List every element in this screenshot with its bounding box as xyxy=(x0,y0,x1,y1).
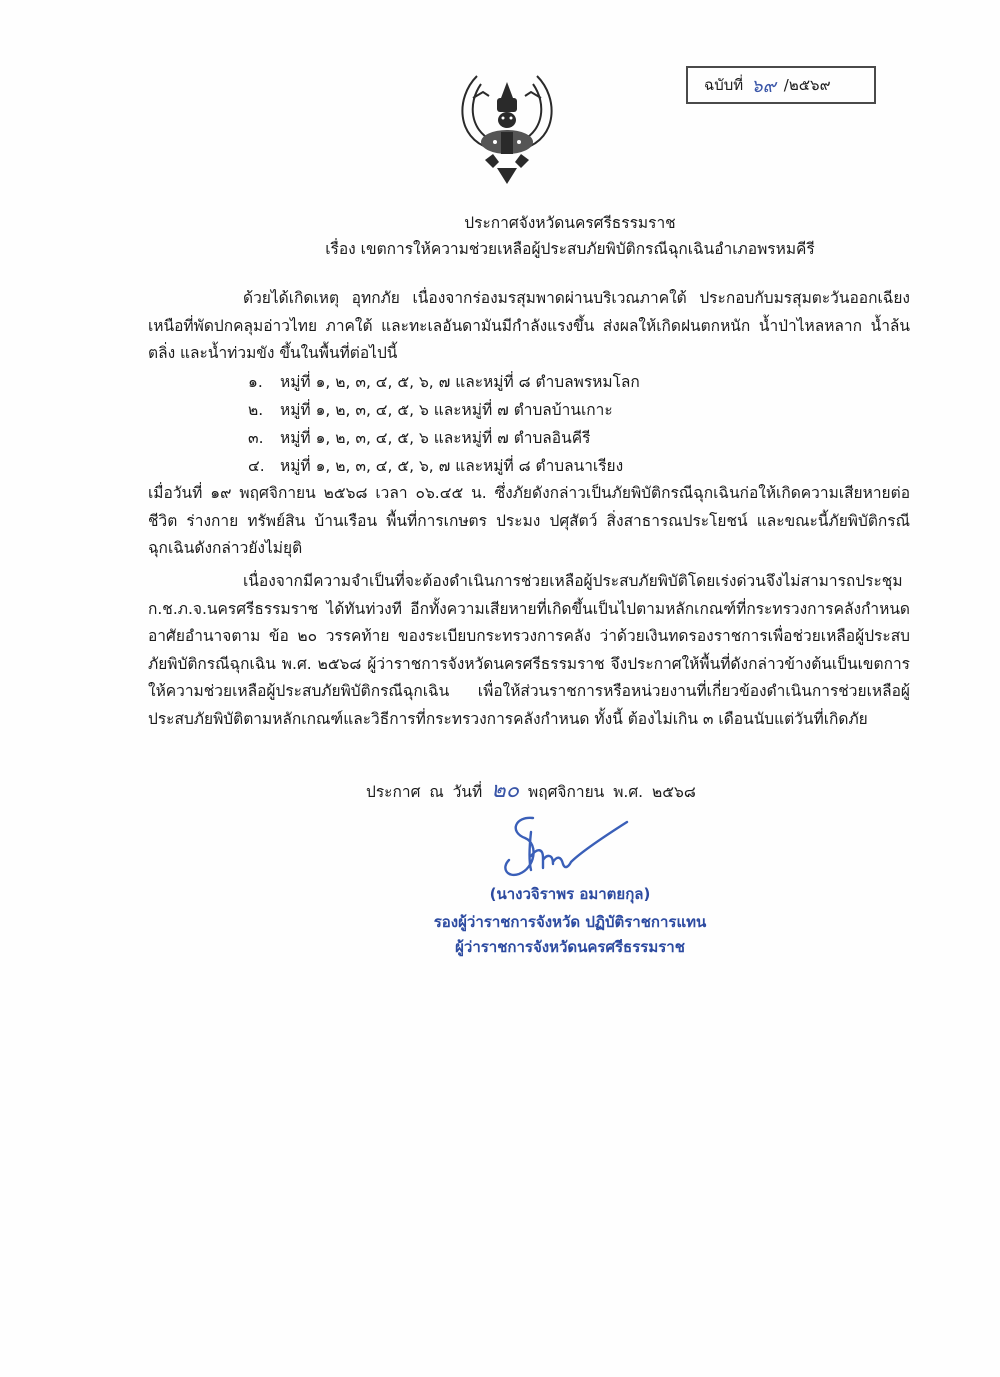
list-number: ๓. xyxy=(248,429,264,447)
list-text: หมู่ที่ ๑, ๒, ๓, ๔, ๕, ๖ และหมู่ที่ ๗ ตำบลอินคีรี xyxy=(280,429,591,447)
reference-number-box xyxy=(686,66,876,104)
signer-position: รองผู้ว่าราชการจังหวัด ปฏิบัติราชการแทน xyxy=(433,913,707,931)
paragraph-declaration-text: เนื่องจากมีความจำเป็นที่จะต้องดำเนินการช่วยเหลือผู้ประสบภัยพิบัติโดยเร่งด่วนจึงไม่สามารถประชุม ก.ช.ภ.จ.นครศรีธรรมราช ได้ทันท่วงที อีกทั้งความเสียหายที่เกิดขึ้นเป็นไปตามหลักเกณฑ์ที่กระทรวงการคลังกำหนด อาศัยอำนาจตาม ข้อ ๒๐ วรรคท้าย ของระเบียบกระทรวงการคลัง ว่าด้วยเงินทดรองราชการเพื่อช่วยเหลือผู้ประสบภัยพิบัติกรณีฉุกเฉิน พ.ศ. ๒๕๖๘ ผู้ว่าราชการจังหวัดนครศรีธรรมราช จึงประกาศให้พื้นที่ดังกล่าวข้างต้นเป็นเขตการให้ความช่วยเหลือผู้ประสบภัยพิบัติกรณีฉุกเฉิน เพื่อให้ส่วนราชการหรือหน่วยงานที่เกี่ยวข้องดำเนินการช่วยเหลือผู้ประสบภัยพิบัติตามหลักเกณฑ์และวิธีการที่กระทรวงการคลังกำหนด ทั้งนี้ ต้องไม่เกิน ๓ เดือนนับแต่วันที่เกิดภัย xyxy=(148,572,910,728)
paragraph-declaration xyxy=(148,568,910,733)
list-item xyxy=(248,368,640,396)
announcement-subject: เรื่อง เขตการให้ความช่วยเหลือผู้ประสบภัยพิบัติกรณีฉุกเฉินอำเภอพรหมคีรี xyxy=(325,240,815,258)
paragraph-incident-text: ด้วยได้เกิดเหตุ อุทกภัย เนื่องจากร่องมรสุมพาดผ่านบริเวณภาคใต้ ประกอบกับมรสุมตะวันออกเฉียงเหนือที่พัดปกคลุมอ่าวไทย ภาคใต้ และทะเลอันดามันมีกำลังแรงขึ้น ส่งผลให้เกิดฝนตกหนัก น้ำป่าไหลหลาก น้ำล้นตลิ่ง และน้ำท่วมขัง ขึ้นในพื้นที่ต่อไปนี้ xyxy=(148,289,910,362)
paragraph-incident xyxy=(148,285,910,368)
list-item xyxy=(248,396,640,424)
list-text: หมู่ที่ ๑, ๒, ๓, ๔, ๕, ๖, ๗ และหมู่ที่ ๘ ตำบลพรหมโลก xyxy=(280,373,640,391)
reference-year: /๒๕๖๙ xyxy=(783,76,831,94)
list-number: ๔. xyxy=(248,457,265,475)
signature-icon xyxy=(495,812,635,888)
signer-position-governor: ผู้ว่าราชการจังหวัดนครศรีธรรมราช xyxy=(455,938,685,956)
list-item xyxy=(248,424,640,452)
date-prefix: ประกาศ ณ วันที่ xyxy=(366,783,483,801)
list-text: หมู่ที่ ๑, ๒, ๓, ๔, ๕, ๖, ๗ และหมู่ที่ ๘ ตำบลนาเรียง xyxy=(280,457,624,475)
reference-label: ฉบับที่ xyxy=(704,76,744,94)
announcement-title: ประกาศจังหวัดนครศรีธรรมราช xyxy=(464,214,676,232)
list-number: ๒. xyxy=(248,401,264,419)
paragraph-date-damage: เมื่อวันที่ ๑๙ พฤศจิกายน ๒๕๖๘ เวลา ๐๖.๔๕ น. ซึ่งภัยดังกล่าวเป็นภัยพิบัติกรณีฉุกเฉินก่อให้เกิดความเสียหายต่อชีวิต ร่างกาย ทรัพย์สิน บ้านเรือน พื้นที่การเกษตร ประมง ปศุสัตว์ สิ่งสาธารณประโยชน์ และขณะนี้ภัยพิบัติกรณีฉุกเฉินดังกล่าวยังไม่ยุติ xyxy=(148,484,910,557)
garuda-emblem-icon xyxy=(447,68,567,188)
list-item xyxy=(248,452,640,480)
list-number: ๑. xyxy=(248,373,263,391)
handwritten-reference-number: ๖๙ xyxy=(751,75,776,97)
date-suffix: พฤศจิกายน พ.ศ. ๒๕๖๘ xyxy=(527,783,696,801)
affected-areas-list xyxy=(248,368,640,480)
announcement-date xyxy=(366,772,696,807)
list-text: หมู่ที่ ๑, ๒, ๓, ๔, ๕, ๖ และหมู่ที่ ๗ ตำบลบ้านเกาะ xyxy=(280,401,613,419)
handwritten-day: ๒๐ xyxy=(491,778,520,803)
signer-name: (นางวจิราพร อมาตยกุล) xyxy=(489,885,651,903)
